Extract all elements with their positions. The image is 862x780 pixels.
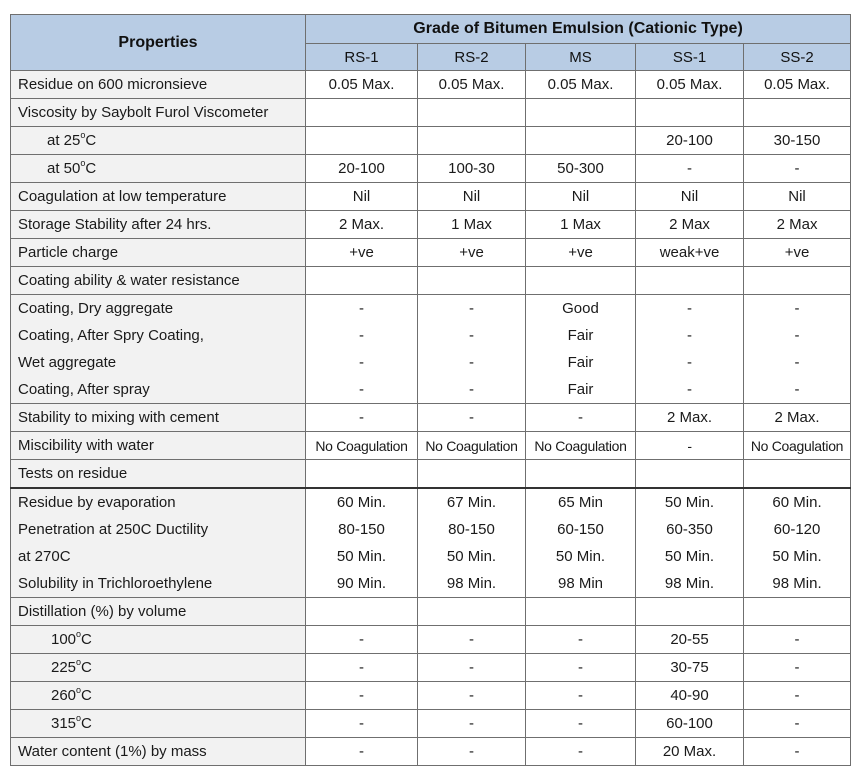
degree-superscript: o	[76, 713, 82, 723]
value-cell: 0.05 Max.	[744, 71, 851, 99]
property-cell: Water content (1%) by mass	[11, 738, 306, 766]
property-unit: C	[85, 160, 97, 177]
table-row	[11, 267, 851, 295]
value-cell: -	[744, 682, 851, 710]
value-cell: +ve	[526, 239, 636, 267]
table-row	[11, 127, 851, 155]
value-cell: Good	[526, 295, 636, 323]
value-cell: -	[418, 404, 526, 432]
value-cell: 98 Min	[526, 570, 636, 598]
table-row	[11, 155, 851, 183]
value-cell: -	[744, 376, 851, 404]
property-cell: Penetration at 250C Ductility	[11, 516, 306, 543]
value-cell: -	[526, 626, 636, 654]
value-cell: +ve	[306, 239, 418, 267]
value-cell: Nil	[306, 183, 418, 211]
value-cell: Nil	[418, 183, 526, 211]
table-row	[11, 295, 851, 323]
value-cell	[418, 460, 526, 489]
property-cell: Solubility in Trichloroethylene	[11, 570, 306, 598]
property-text: at 25	[47, 132, 81, 149]
table-row	[11, 404, 851, 432]
value-cell: 2 Max.	[636, 404, 744, 432]
table-row	[11, 183, 851, 211]
value-cell: weak+ve	[636, 239, 744, 267]
value-cell: -	[306, 654, 418, 682]
value-cell: Nil	[636, 183, 744, 211]
property-cell: Residue on 600 micronsieve	[11, 71, 306, 99]
value-cell: -	[418, 626, 526, 654]
value-cell: -	[306, 376, 418, 404]
value-cell: -	[636, 155, 744, 183]
property-cell: Coating ability & water resistance	[11, 267, 306, 295]
value-cell: -	[636, 322, 744, 349]
value-cell: 0.05 Max.	[526, 71, 636, 99]
value-cell	[636, 267, 744, 295]
property-text: 315	[51, 715, 77, 732]
value-cell: -	[744, 295, 851, 323]
value-cell: 80-150	[306, 516, 418, 543]
property-cell	[11, 155, 306, 183]
grade-header-rs1: RS-1	[306, 44, 418, 71]
table-row	[11, 460, 851, 489]
value-cell: No Coagulation	[418, 432, 526, 460]
table-row	[11, 211, 851, 239]
value-cell: -	[744, 349, 851, 376]
value-cell: -	[306, 404, 418, 432]
value-cell: -	[306, 322, 418, 349]
table-row	[11, 626, 851, 654]
value-cell	[744, 460, 851, 489]
value-cell: 50 Min.	[636, 543, 744, 570]
value-cell: 60-120	[744, 516, 851, 543]
value-cell: 98 Min.	[744, 570, 851, 598]
table-row	[11, 682, 851, 710]
properties-header: Properties	[11, 15, 306, 71]
value-cell: -	[418, 654, 526, 682]
value-cell: -	[418, 710, 526, 738]
value-cell	[418, 598, 526, 626]
value-cell: Fair	[526, 349, 636, 376]
grade-header-ss1: SS-1	[636, 44, 744, 71]
value-cell: -	[306, 710, 418, 738]
value-cell: 60-350	[636, 516, 744, 543]
value-cell: Fair	[526, 322, 636, 349]
value-cell: 2 Max	[744, 211, 851, 239]
value-cell: 80-150	[418, 516, 526, 543]
value-cell: +ve	[744, 239, 851, 267]
value-cell: 50 Min.	[636, 488, 744, 516]
value-cell: -	[744, 654, 851, 682]
property-cell: Coating, Dry aggregate	[11, 295, 306, 323]
property-cell: Wet aggregate	[11, 349, 306, 376]
value-cell: -	[418, 295, 526, 323]
value-cell: 50 Min.	[744, 543, 851, 570]
value-cell	[636, 598, 744, 626]
value-cell: -	[744, 738, 851, 766]
property-text: 225	[51, 659, 77, 676]
value-cell: -	[306, 682, 418, 710]
grade-header-ms: MS	[526, 44, 636, 71]
value-cell: 60 Min.	[744, 488, 851, 516]
table-row	[11, 710, 851, 738]
value-cell: Nil	[744, 183, 851, 211]
property-cell: at 270C	[11, 543, 306, 570]
value-cell: -	[744, 155, 851, 183]
property-cell: Miscibility with water	[11, 432, 306, 460]
property-cell: Coating, After Spry Coating,	[11, 322, 306, 349]
value-cell: 98 Min.	[418, 570, 526, 598]
value-cell: -	[744, 322, 851, 349]
value-cell	[306, 460, 418, 489]
value-cell	[306, 127, 418, 155]
value-cell: 50-300	[526, 155, 636, 183]
value-cell: 0.05 Max.	[418, 71, 526, 99]
value-cell: -	[418, 349, 526, 376]
value-cell: No Coagulation	[744, 432, 851, 460]
table-row	[11, 71, 851, 99]
table-row	[11, 543, 851, 570]
value-cell: Fair	[526, 376, 636, 404]
property-cell: Coating, After spray	[11, 376, 306, 404]
value-cell: 65 Min	[526, 488, 636, 516]
value-cell	[306, 267, 418, 295]
value-cell: 60-150	[526, 516, 636, 543]
value-cell	[526, 598, 636, 626]
value-cell: -	[744, 626, 851, 654]
value-cell	[526, 267, 636, 295]
value-cell: -	[636, 376, 744, 404]
value-cell: -	[526, 682, 636, 710]
value-cell: 20-100	[636, 127, 744, 155]
table-row	[11, 239, 851, 267]
value-cell	[744, 267, 851, 295]
grade-group-header: Grade of Bitumen Emulsion (Cationic Type)	[306, 15, 851, 44]
value-cell: -	[418, 738, 526, 766]
value-cell	[526, 127, 636, 155]
property-cell	[11, 654, 306, 682]
value-cell: -	[418, 322, 526, 349]
property-cell: Residue by evaporation	[11, 488, 306, 516]
value-cell: 1 Max	[526, 211, 636, 239]
value-cell: -	[306, 626, 418, 654]
table-row	[11, 654, 851, 682]
value-cell: 50 Min.	[306, 543, 418, 570]
value-cell	[526, 99, 636, 127]
value-cell: -	[418, 376, 526, 404]
property-cell	[11, 127, 306, 155]
value-cell: 0.05 Max.	[306, 71, 418, 99]
property-cell: Stability to mixing with cement	[11, 404, 306, 432]
property-unit: C	[85, 132, 97, 149]
value-cell: 40-90	[636, 682, 744, 710]
value-cell: 30-150	[744, 127, 851, 155]
value-cell: 2 Max.	[306, 211, 418, 239]
property-text: 100	[51, 631, 77, 648]
value-cell: 60 Min.	[306, 488, 418, 516]
value-cell: 50 Min.	[526, 543, 636, 570]
value-cell: 67 Min.	[418, 488, 526, 516]
value-cell: No Coagulation	[526, 432, 636, 460]
degree-superscript: o	[80, 158, 86, 168]
property-cell: Coagulation at low temperature	[11, 183, 306, 211]
value-cell: -	[306, 295, 418, 323]
property-text: 260	[51, 687, 77, 704]
value-cell: -	[306, 738, 418, 766]
value-cell: -	[744, 710, 851, 738]
value-cell: 2 Max	[636, 211, 744, 239]
table-row	[11, 322, 851, 349]
value-cell: 1 Max	[418, 211, 526, 239]
value-cell: 30-75	[636, 654, 744, 682]
value-cell: 98 Min.	[636, 570, 744, 598]
property-cell: Tests on residue	[11, 460, 306, 489]
degree-superscript: o	[76, 657, 82, 667]
value-cell	[418, 267, 526, 295]
value-cell: -	[418, 682, 526, 710]
value-cell: -	[526, 710, 636, 738]
value-cell	[636, 460, 744, 489]
table-row	[11, 598, 851, 626]
grade-header-ss2: SS-2	[744, 44, 851, 71]
grade-header-rs2: RS-2	[418, 44, 526, 71]
table-row	[11, 376, 851, 404]
table-row	[11, 570, 851, 598]
property-cell: Particle charge	[11, 239, 306, 267]
property-cell	[11, 682, 306, 710]
value-cell: 20-100	[306, 155, 418, 183]
value-cell: No Coagulation	[306, 432, 418, 460]
value-cell: -	[526, 404, 636, 432]
property-unit: C	[81, 659, 92, 676]
value-cell: -	[306, 349, 418, 376]
value-cell: 90 Min.	[306, 570, 418, 598]
value-cell	[526, 460, 636, 489]
table-row	[11, 516, 851, 543]
value-cell: 0.05 Max.	[636, 71, 744, 99]
value-cell	[744, 598, 851, 626]
value-cell: 20-55	[636, 626, 744, 654]
property-text: at 50	[47, 160, 81, 177]
value-cell: 2 Max.	[744, 404, 851, 432]
value-cell	[744, 99, 851, 127]
bitumen-emulsion-spec-table	[10, 14, 851, 766]
value-cell	[636, 99, 744, 127]
property-cell: Viscosity by Saybolt Furol Viscometer	[11, 99, 306, 127]
table-row	[11, 488, 851, 516]
value-cell	[418, 127, 526, 155]
table-row	[11, 99, 851, 127]
property-unit: C	[81, 631, 92, 648]
table-row	[11, 432, 851, 460]
value-cell: 20 Max.	[636, 738, 744, 766]
value-cell: -	[526, 654, 636, 682]
value-cell: -	[636, 432, 744, 460]
value-cell: 60-100	[636, 710, 744, 738]
value-cell: +ve	[418, 239, 526, 267]
degree-superscript: o	[76, 629, 82, 639]
property-unit: C	[81, 687, 92, 704]
property-cell: Distillation (%) by volume	[11, 598, 306, 626]
value-cell: 50 Min.	[418, 543, 526, 570]
value-cell: -	[636, 295, 744, 323]
value-cell: -	[636, 349, 744, 376]
degree-superscript: o	[76, 685, 82, 695]
property-cell	[11, 710, 306, 738]
value-cell: Nil	[526, 183, 636, 211]
property-unit: C	[81, 715, 92, 732]
property-cell	[11, 626, 306, 654]
value-cell: 100-30	[418, 155, 526, 183]
value-cell	[418, 99, 526, 127]
degree-superscript: o	[80, 130, 86, 140]
value-cell: -	[526, 738, 636, 766]
property-cell: Storage Stability after 24 hrs.	[11, 211, 306, 239]
value-cell	[306, 598, 418, 626]
value-cell	[306, 99, 418, 127]
table-row	[11, 349, 851, 376]
table-row	[11, 738, 851, 766]
